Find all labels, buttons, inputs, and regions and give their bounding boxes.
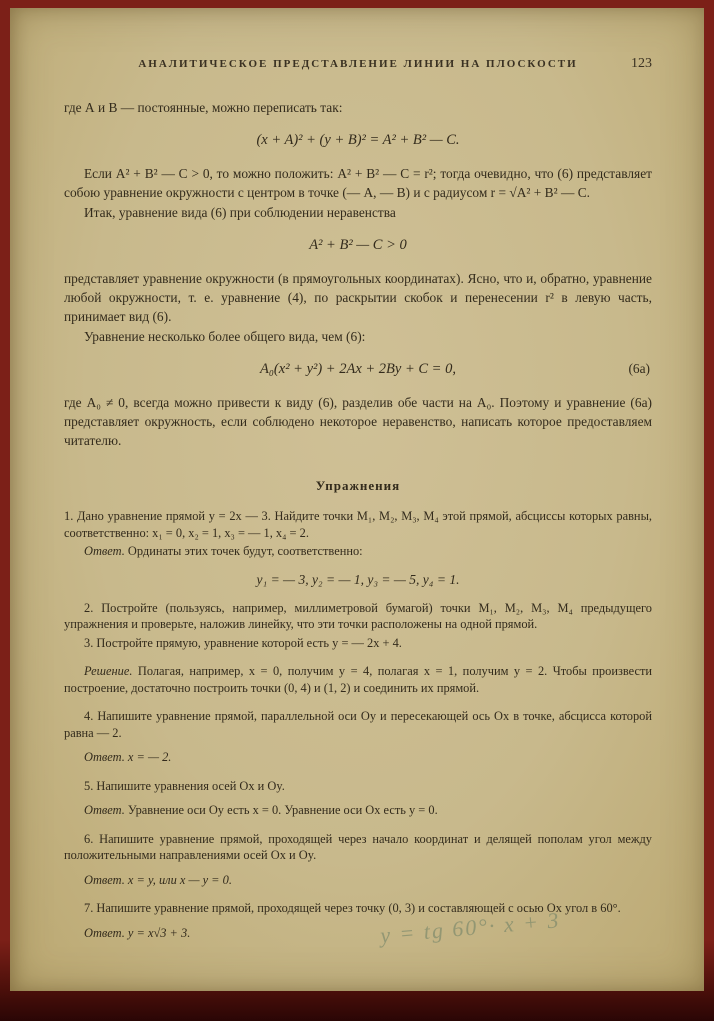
handwritten-annotation: y = tg 60°· x + 3	[379, 907, 562, 948]
exercise-6-answer	[64, 872, 652, 889]
running-head	[64, 58, 652, 70]
exercise-3-solution	[64, 663, 652, 696]
answer-text: x = y, или x — y = 0.	[124, 872, 232, 887]
equation-circle-expanded: (x + A)² + (y + B)² = A² + B² — C.	[256, 132, 460, 148]
page-number: 123	[631, 56, 652, 71]
paragraph: где A₀ ≠ 0, всегда можно привести к виду (6), разделив обе части на A₀. Поэтому и уравнение (6а) представляет окружность, если соблюдено некоторое неравенство, написать которое предоставляем читателю.	[64, 395, 652, 448]
exercise-5: 5. Напишите уравнения осей Ox и Oy.	[84, 778, 285, 793]
paragraph: где А и В — постоянные, можно переписать так:	[64, 100, 343, 115]
running-head-title: АНАЛИТИЧЕСКОЕ ПРЕДСТАВЛЕНИЕ ЛИНИИ НА ПЛОСКОСТИ	[138, 58, 578, 70]
answer-text: x = — 2.	[124, 750, 172, 764]
exercise-3: 3. Постройте прямую, уравнение которой есть y = — 2x + 4.	[84, 635, 402, 650]
answer-label: Ответ.	[84, 544, 125, 558]
answer-label: Ответ.	[84, 925, 125, 940]
equation-tag: (6a)	[628, 361, 650, 376]
exercise-1: 1. Дано уравнение прямой y = 2x — 3. Найдите точки M₁, M₂, M₃, M₄ этой прямой, абсциссы которых равны, соответственно: x₁ = 0, x₂ = 1, x₃ = — 1, x₄ = 2.	[64, 509, 652, 540]
paragraph: Итак, уравнение вида (6) при соблюдении неравенства	[84, 205, 396, 220]
exercise-7: 7. Напишите уравнение прямой, проходящей через точку (0, 3) и составляющей с осью Ox угол в 60°.	[84, 901, 621, 915]
exercise-5-answer	[64, 802, 652, 819]
exercise-1-answer	[64, 543, 652, 560]
paragraph: Уравнение несколько более общего вида, чем (6):	[84, 329, 366, 344]
equation-inequality: A² + B² — C > 0	[309, 237, 407, 253]
paragraph: Если A² + B² — C > 0, то можно положить: A² + B² — C = r²; тогда очевидно, что (6) представляет собою уравнение окружности с центром в точке (— A, — B) и с радиусом r = √A² + B² — C.	[64, 166, 652, 200]
equation-ordinates: y₁ = — 3, y₂ = — 1, y₃ = — 5, y₄ = 1.	[256, 571, 460, 587]
exercise-6: 6. Напишите уравнение прямой, проходящей через начало координат и делящей пополам угол между положительными направлениями осей Ox и Oy.	[64, 831, 652, 862]
answer-text: Ординаты этих точек будут, соответственно:	[124, 544, 363, 558]
answer-label: Ответ.	[84, 803, 125, 817]
exercise-2: 2. Постройте (пользуясь, например, миллиметровой бумагой) точки M₁, M₂, M₃, M₄ предыдущего упражнения и проверьте, наложив линейку, что эти точки расположены на одной прямой.	[64, 600, 652, 631]
answer-label: Ответ.	[84, 750, 125, 764]
paragraph: представляет уравнение окружности (в прямоугольных координатах). Ясно, что и, обратно, уравнение любой окружности, т. е. уравнение (4), по раскрытии скобок и перенесении r² в левую часть, принимает вид (6).	[64, 271, 652, 324]
solution-label: Решение.	[84, 664, 133, 678]
answer-text: Уравнение оси Oy есть x = 0. Уравнение оси Ox есть y = 0.	[124, 803, 438, 817]
book-page-paper	[10, 8, 704, 991]
exercise-4: 4. Напишите уравнение прямой, параллельной оси Oy и пересекающей ось Ox в точке, абсцисса которой равна — 2.	[64, 709, 652, 740]
exercise-4-answer	[64, 749, 652, 766]
answer-text: y = x√3 + 3.	[124, 925, 191, 940]
solution-text: Полагая, например, x = 0, получим y = 4, полагая x = 1, получим y = 2. Чтобы произвести построение, достаточно построить точки (0, 4) и (1, 2) и соединить их прямой.	[64, 664, 652, 695]
exercise-7-answer	[64, 925, 652, 942]
section-heading-exercises: Упражнения	[315, 478, 401, 493]
equation-general-circle	[64, 361, 652, 378]
equation-body: A₀(x² + y²) + 2Ax + 2By + C = 0,	[260, 361, 456, 377]
answer-label: Ответ.	[84, 872, 125, 887]
